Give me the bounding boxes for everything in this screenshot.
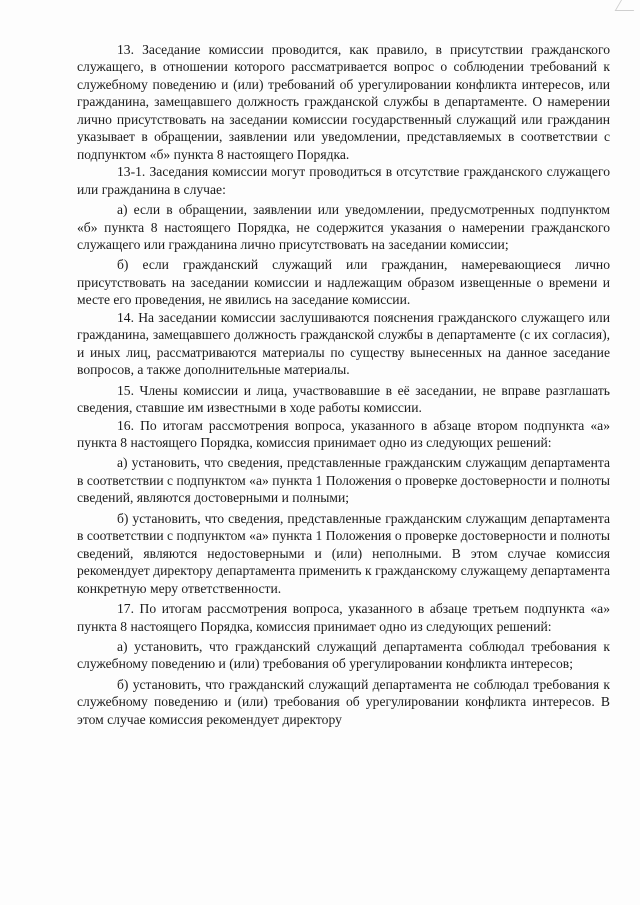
paragraph-17: 17. По итогам рассмотрения вопроса, указанного в абзаце третьем подпункта «а» пункта 8 настоящего Порядка, комиссия принимает одно из следующих решений: [77, 601, 610, 634]
paragraph-16: 16. По итогам рассмотрения вопроса, указанного в абзаце втором подпункта «а» пункта 8 настоящего Порядка, комиссия принимает одно из следующих решений: [77, 417, 610, 450]
paragraph-17-a: а) установить, что гражданский служащий департамента соблюдал требования к служебному поведению и (или) требования об урегулировании конфликта интересов; [77, 638, 610, 672]
page-corner-mark [615, 0, 640, 11]
paragraph-14: 14. На заседании комиссии заслушиваются пояснения гражданского служащего или гражданина, замещавшего должность гражданской службы в департаменте (с их согласия), и иных лиц, рассматриваются материалы по существу вынесенных на данное заседание вопросов, а также дополнительные материалы. [77, 309, 610, 378]
paragraph-15: 15. Члены комиссии и лица, участвовавшие в её заседании, не вправе разглашать сведения, ставшие им известными в ходе работы комиссии. [77, 382, 610, 416]
paragraph-16-a: а) установить, что сведения, представленные гражданским служащим департамента в соответствии с подпунктом «а» пункта 1 Положения о проверке достоверности и полноты сведений, являются достоверными и полными; [77, 455, 610, 506]
paragraph-16-b: б) установить, что сведения, представленные гражданским служащим департамента в соответствии с подпунктом «а» пункта 1 Положения о проверке достоверности и полноты сведений, являются недостоверными и (или) неполными. В этом случае комиссия рекомендует директору департамента применить к гражданскому служащему департамента конкретную меру ответственности. [77, 510, 610, 596]
paragraph-13-1: 13-1. Заседания комиссии могут проводиться в отсутствие гражданского служащего или гражданина в случае: [77, 164, 610, 197]
paragraph-13-1-a: а) если в обращении, заявлении или уведомлении, предусмотренных подпунктом «б» пункта 8 настоящего Порядка, не содержится указания о намерении гражданского служащего или гражданина лично присутствовать на заседании комиссии; [77, 202, 610, 252]
paragraph-13-1-b: б) если гражданский служащий или гражданин, намеревающиеся лично присутствовать на заседании комиссии и надлежащим образом извещенные о времени и месте его проведения, не явились на заседание комиссии. [77, 257, 610, 308]
paragraph-17-b: б) установить, что гражданский служащий департамента не соблюдал требования к служебному поведению и (или) требования об урегулировании конфликта интересов. В этом случае комиссия рекомендует директору [77, 676, 610, 727]
document-body [77, 41, 610, 728]
paragraph-13: 13. Заседание комиссии проводится, как правило, в присутствии гражданского служащего, в отношении которого рассматривается вопрос о соблюдении требований к служебному поведению и (или) требований об урегулировании конфликта интересов, или гражданина, замещавшего должность гражданской службы в департаменте. О намерении лично присутствовать на заседании комиссии государственный служащий или гражданин указывает в обращении, заявлении или уведомлении, представляемых в соответствии с подпунктом «б» пункта 8 настоящего Порядка. [77, 42, 610, 162]
